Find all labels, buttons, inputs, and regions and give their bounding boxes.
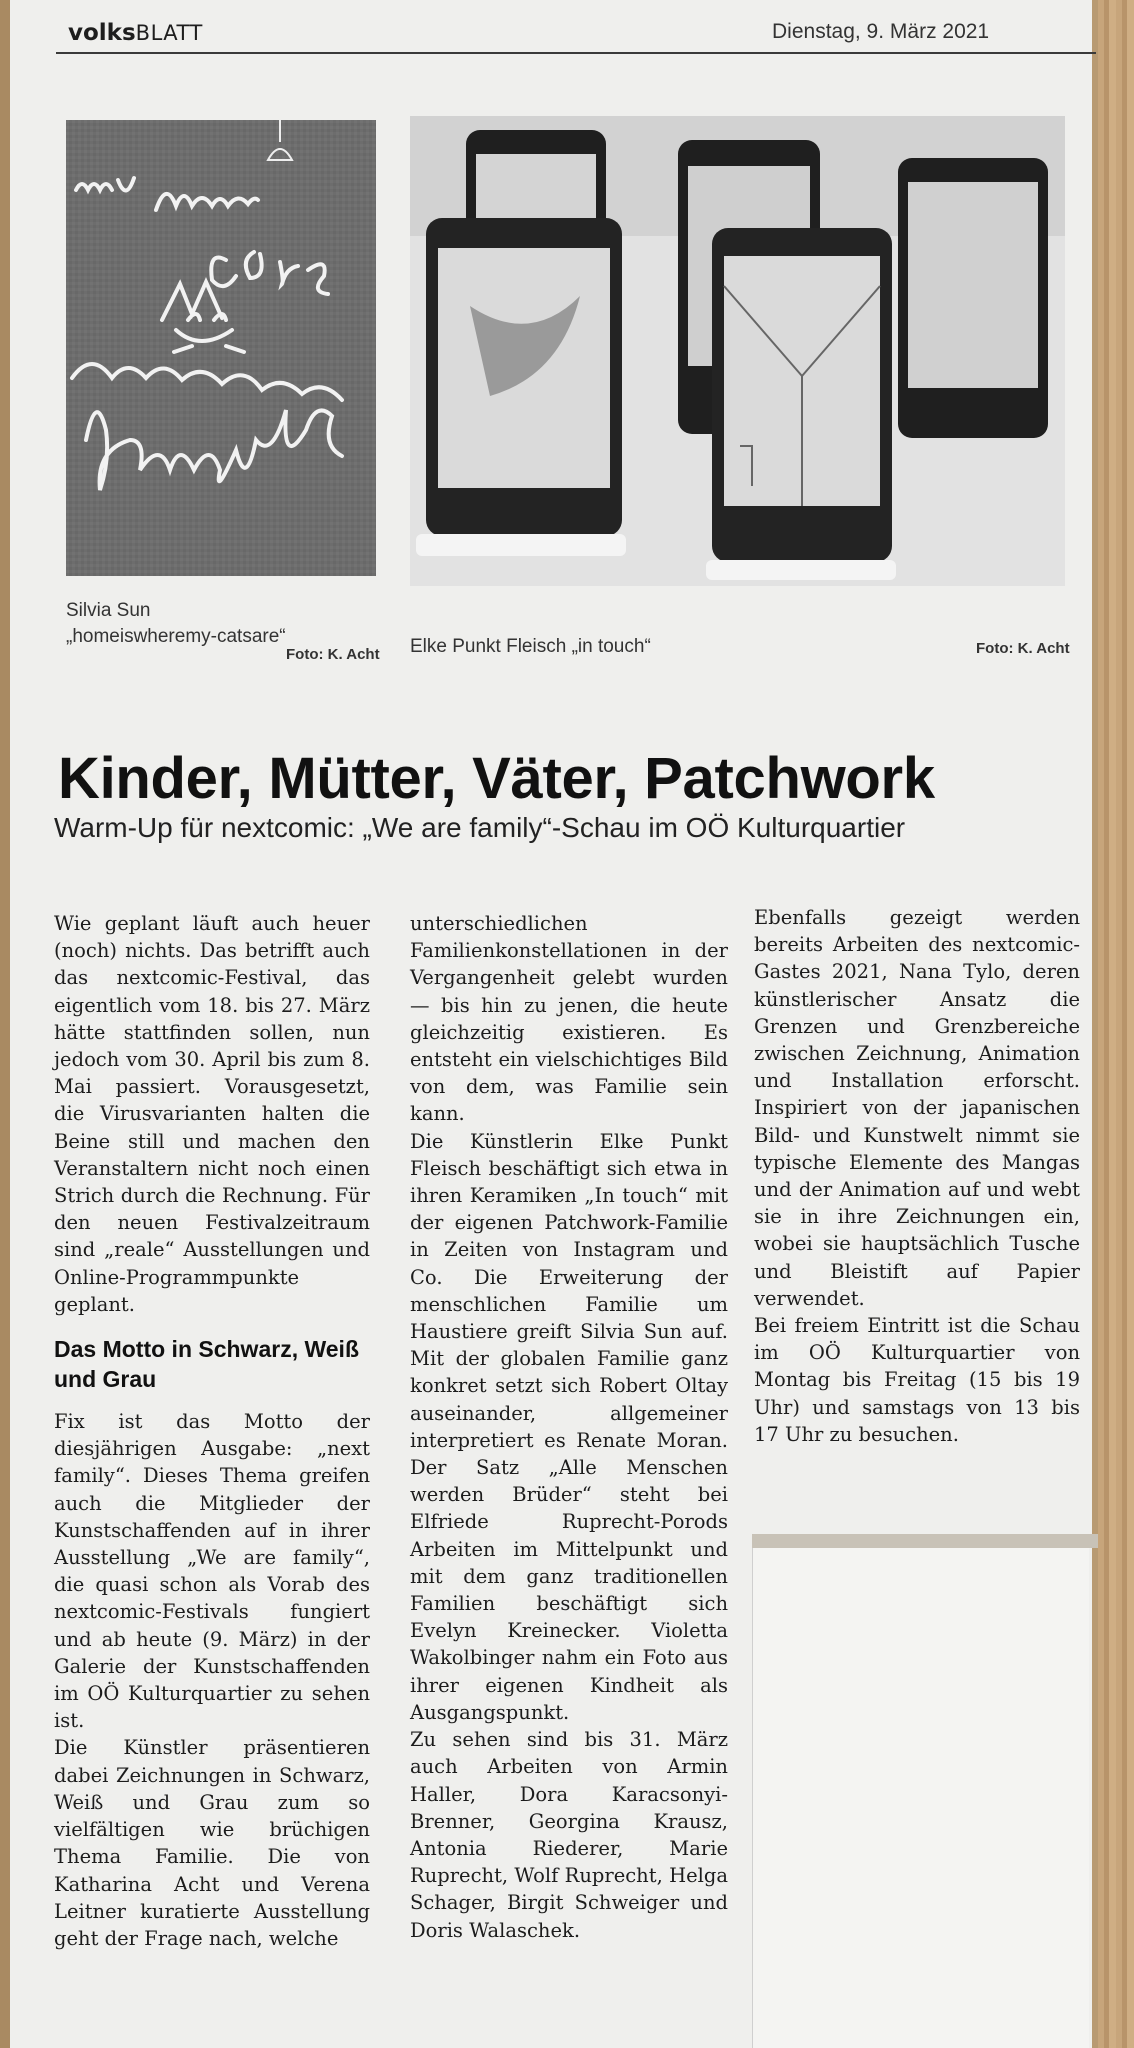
cat-drawing-artwork (66, 120, 376, 576)
paragraph: Ebenfalls gezeigt werden bereits Arbeiten des nextcomic-Gastes 2021, Nana Tylo, deren künstlerischer Ansatz die Grenzen und Grenzbereiche zwischen Zeichnung, Animation und Installation erforscht. Inspiriert von der japanischen Bild- und Kunstwelt nimmt sie typische Elemente des Mangas und der Animation auf und webt sie in ihre Zeichnungen ein, wobei sie hauptsächlich Tusche und Bleistift auf Papier verwendet. (754, 906, 1080, 1310)
right-photo-caption: Elke Punkt Fleisch „in touch“ (410, 636, 651, 657)
article-column-2 (410, 910, 728, 1944)
paper-fold-edge (752, 1534, 1098, 1548)
phones-artwork (410, 116, 1065, 586)
article-column-1 (54, 910, 370, 1952)
left-photo-caption: Silvia Sun „homeiswheremy-catsare“ (66, 600, 286, 647)
left-photo-credit: Foto: K. Acht (286, 646, 380, 663)
paragraph: Die Künstler präsentieren dabei Zeichnungen in Schwarz, Weiß und Grau zum so vielfältigen wie brüchigen Thema Familie. Die von Katharina Acht und Verena Leitner kuratierte Ausstellung geht der Frage nach, welche (54, 1736, 370, 1950)
wood-background-right (1098, 0, 1134, 2048)
photo-ceramic-phones (410, 116, 1065, 586)
paragraph: Fix ist das Motto der diesjährigen Ausgabe: „next family“. Dieses Thema greifen auch die Mitglieder der Kunstschaffenden auf in ihrer Ausstellung „We are family“, die quasi schon als Vorab des nextcomic-Festivals fungiert und ab heute (9. März) in der Galerie der Kunstschaffenden im OÖ Kulturquartier zu sehen ist. (54, 1410, 370, 1733)
paragraph: Wie geplant läuft auch heuer (noch) nichts. Das betrifft auch das nextcomic-Festival, das eigentlich vom 18. bis 27. März hätte stattfinden sollen, nun jedoch vom 30. April bis zum 8. Mai passiert. Vorausgesetzt, die Virusvarianten halten die Beine still und machen den Veranstaltern nicht noch einen Strich durch die Rechnung. Für den neuen Festivalzeitraum sind „reale“ Ausstellungen und Online-Programmpunkte geplant. (54, 912, 370, 1316)
paragraph: Die Künstlerin Elke Punkt Fleisch beschäftigt sich etwa in ihren Keramiken „In touch“ mit der eigenen Patchwork-Familie in Zeiten von Instagram und Co. Die Erweiterung der menschlichen Familie um Haustiere greift Silvia Sun auf. Mit der globalen Familie ganz konkret setzt sich Robert Oltay auseinander, allgemeiner interpretiert es Renate Moran. Der Satz „Alle Menschen werden Brüder“ steht bei Elfriede Ruprecht-Porods Arbeiten im Mittelpunkt und mit dem ganz traditionellen Familien beschäftigt sich Evelyn Kreinecker. Violetta Wakolbinger nahm ein Foto aus ihrer eigenen Kindheit als Ausgangspunkt. (410, 1129, 728, 1724)
masthead-rule (56, 52, 1096, 54)
newspaper-logo: volksBLATT (68, 20, 203, 46)
masthead (56, 14, 1096, 54)
paragraph: Zu sehen sind bis 31. März auch Arbeiten von Armin Haller, Dora Karacsonyi-Brenner, Georgina Krausz, Antonia Riederer, Marie Ruprecht, Wolf Ruprecht, Helga Schager, Birgit Schweiger und Doris Walaschek. (410, 1728, 728, 1942)
section-subheading: Das Motto in Schwarz, Weiß und Grau (54, 1336, 359, 1393)
blank-paper-area (752, 1548, 1089, 2048)
right-photo-credit: Foto: K. Acht (976, 640, 1070, 657)
photo-cat-drawing (66, 120, 376, 576)
article-headline: Kinder, Mütter, Väter, Patchwork (58, 745, 935, 811)
issue-date: Dienstag, 9. März 2021 (772, 20, 990, 43)
paragraph: Bei freiem Eintritt ist die Schau im OÖ Kulturquartier von Montag bis Freitag (15 bis 19 Uhr) und samstags von 13 bis 17 Uhr zu besuchen. (754, 1314, 1080, 1446)
article-subhead: Warm-Up für nextcomic: „We are family“-Schau im OÖ Kulturquartier (54, 812, 906, 843)
paragraph: unterschiedlichen Familienkonstellationen in der Vergangenheit gelebt wurden — bis hin zu jenen, die heute gleichzeitig existieren. Es entsteht ein vielschichtiges Bild von dem, was Familie sein kann. (410, 912, 728, 1126)
article-column-3 (754, 904, 1080, 1448)
